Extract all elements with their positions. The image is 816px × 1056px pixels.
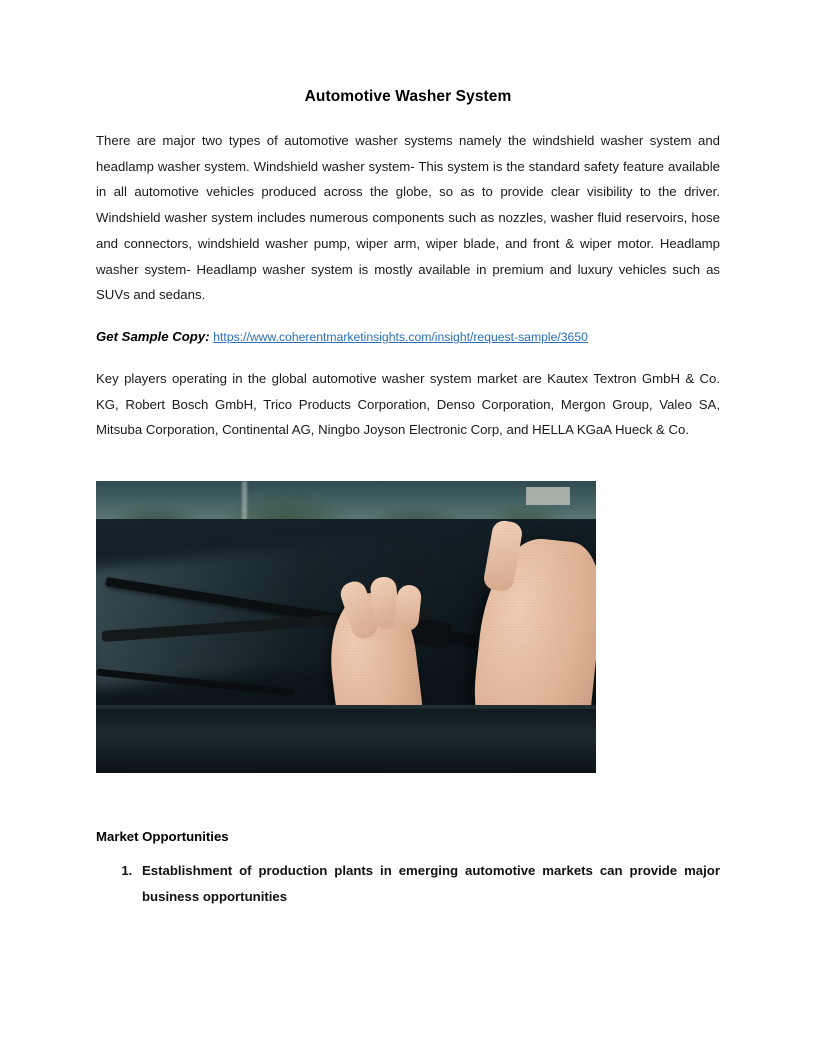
sample-copy-link[interactable]: https://www.coherentmarketinsights.com/insight/request-sample/3650 [213, 330, 588, 345]
list-item: 1. Establishment of production plants in emerging automotive markets can provide major business opportunities [136, 858, 720, 909]
key-players-paragraph: Key players operating in the global automotive washer system market are Kautex Textron GmbH & Co. KG, Robert Bosch GmbH, Trico Products Corporation, Denso Corporation, Mergon Group, Valeo SA, Mitsuba Corporation, Continental AG, Ningbo Joyson Electronic Corp, and HELLA KGaA Hueck & Co. [96, 370, 720, 438]
sample-copy-label: Get Sample Copy: [96, 329, 210, 345]
windshield-wiper-photo [96, 481, 596, 773]
section-heading-market-opportunities: Market Opportunities [96, 829, 229, 845]
intro-paragraph: There are major two types of automotive washer systems namely the windshield washer system and headlamp washer system. Windshield washer system- This system is the standard safety feature available in all automotive vehicles produced across the globe, so as to provide clear visibility to the driver. Windshield washer system includes numerous components such as nozzles, washer fluid reservoirs, hose and connectors, windshield washer pump, wiper arm, wiper blade, and front & wiper motor. Headlamp washer system- Headlamp washer system is mostly available in premium and luxury vehicles such as SUVs and sedans. [96, 133, 720, 303]
photo-hood [96, 709, 596, 773]
sample-copy-line [96, 324, 720, 350]
market-opportunities-list [96, 858, 720, 909]
photo-windshield-sticker [526, 487, 570, 505]
page-title: Automotive Washer System [304, 88, 512, 105]
